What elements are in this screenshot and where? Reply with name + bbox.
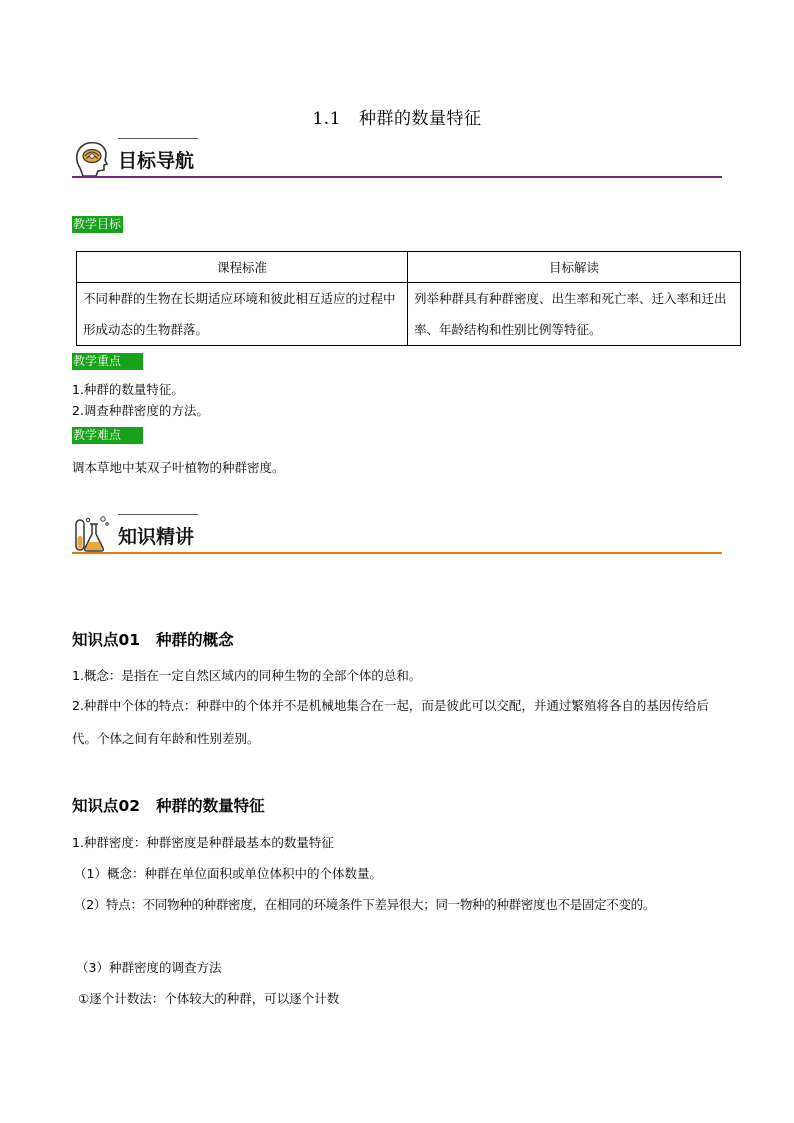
- paragraph: 1.种群密度：种群密度是种群最基本的数量特征: [72, 835, 334, 850]
- tag-key-point: 教学重点: [72, 353, 143, 370]
- section-rule-knowledge: [72, 552, 722, 554]
- key-point-item: 1.种群的数量特征。: [72, 382, 184, 397]
- lab-flask-icon: [72, 514, 112, 554]
- section-label-knowledge: 知识精讲: [118, 526, 195, 548]
- table-header-row: [77, 252, 741, 283]
- key-point-item: 2.调查种群密度的方法。: [72, 403, 209, 418]
- table-header-cell: 目标解读: [408, 252, 741, 283]
- knowledge-point-name: 种群的数量特征: [156, 797, 265, 815]
- section-header-knowledge: [72, 514, 722, 556]
- section-label-goal: 目标导航: [118, 150, 195, 172]
- knowledge-point-name: 种群的概念: [156, 631, 234, 649]
- section-header-goal: [72, 138, 722, 180]
- goals-table: [76, 251, 741, 346]
- table-cell: 不同种群的生物在长期适应环境和彼此相互适应的过程中形成动态的生物群落。: [77, 283, 408, 346]
- paragraph: （2）特点：不同物种的种群密度，在相同的环境条件下差异很大；同一物种的种群密度也不是固定不变的。: [74, 897, 656, 912]
- paragraph: 1.概念：是指在一定自然区域内的同种生物的全部个体的总和。: [72, 668, 422, 683]
- table-header-cell: 课程标准: [77, 252, 408, 283]
- title-number: 1.1: [312, 109, 342, 129]
- paragraph: ①逐个计数法：个体较大的种群，可以逐个计数: [78, 991, 340, 1006]
- knowledge-point-title: [72, 794, 265, 816]
- document-title: [0, 104, 794, 129]
- difficulty-text: 调本草地中某双子叶植物的种群密度。: [72, 460, 285, 475]
- knowledge-point-number: 知识点01: [72, 631, 141, 649]
- paragraph: （3）种群密度的调查方法: [76, 960, 222, 975]
- paragraph: 2.种群中个体的特点：种群中的个体并不是机械地集合在一起，而是彼此可以交配，并通过繁殖将各自的基因传给后代。个体之间有年龄和性别差别。: [72, 698, 709, 746]
- title-text: 种群的数量特征: [359, 109, 482, 129]
- header-top-rule: [118, 138, 198, 139]
- tag-teaching-goal: 教学目标: [73, 217, 122, 231]
- paragraph: （1）概念：种群在单位面积或单位体积中的个体数量。: [74, 866, 382, 881]
- knowledge-point-title: [72, 628, 234, 650]
- table-row: [77, 283, 741, 346]
- table-cell: 列举种群具有种群密度、出生率和死亡率、迁入率和迁出率、年龄结构和性别比例等特征。: [408, 283, 741, 346]
- section-rule-goal: [72, 176, 722, 178]
- tag-difficulty: 教学难点: [72, 427, 143, 444]
- knowledge-point-number: 知识点02: [72, 797, 141, 815]
- header-top-rule: [118, 514, 198, 515]
- brain-gear-icon: [72, 138, 112, 178]
